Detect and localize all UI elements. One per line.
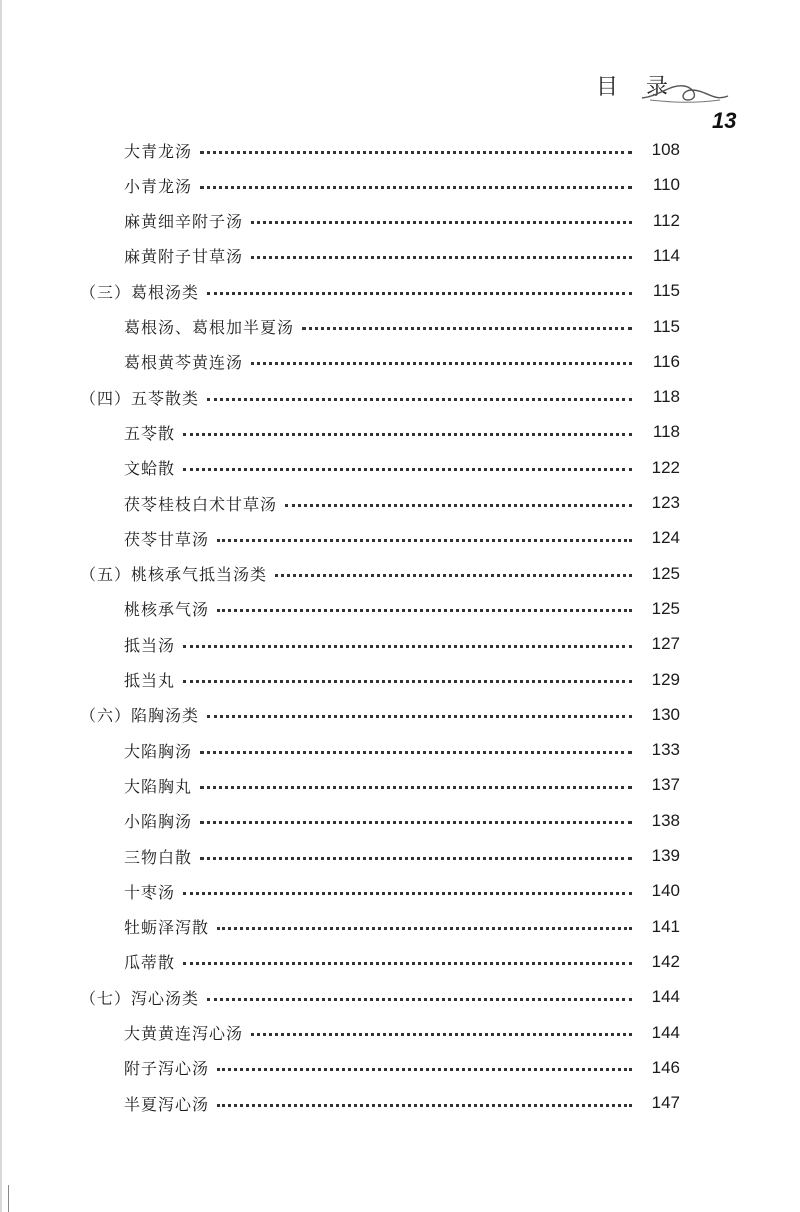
toc-entry[interactable] [124,912,680,942]
toc-entry-page: 144 [651,1022,680,1042]
toc-entry[interactable] [124,1018,680,1048]
toc-entry[interactable] [124,629,680,659]
toc-entry-title: 大陷胸汤 [124,741,193,761]
toc-entry-page: 133 [651,740,680,760]
dot-leader [183,468,632,471]
toc-entry-title: 附子泻心汤 [124,1059,210,1079]
toc-entry-page: 116 [652,351,680,371]
toc-entry-page: 146 [651,1057,680,1077]
dot-leader [217,927,632,930]
toc-section-entry[interactable] [80,982,680,1012]
dot-leader [217,1104,632,1107]
dot-leader [217,539,632,542]
toc-entry-title: 茯苓桂枝白术甘草汤 [124,494,278,514]
toc-entry[interactable] [124,241,680,271]
toc-entry-title: 小青龙汤 [124,176,193,196]
toc-entry-page: 118 [652,422,680,442]
binding-mark [8,1185,9,1212]
toc-entry-page: 140 [651,881,680,901]
toc-entry-page: 115 [652,281,680,301]
toc-section-entry[interactable] [80,700,680,730]
dot-leader [207,398,632,401]
toc-entry-page: 137 [651,775,680,795]
toc-entry-title: 麻黄附子甘草汤 [124,247,244,267]
toc-entry-title: 抵当丸 [124,671,176,690]
toc-entry-title: 麻黄细辛附子汤 [124,212,244,232]
toc-entry[interactable] [124,347,680,377]
toc-entry[interactable] [124,1053,680,1083]
toc-entry[interactable] [124,453,680,483]
toc-entry-title: 抵当汤 [124,635,176,655]
toc-entry-page: 129 [651,669,680,689]
toc-entry[interactable] [124,312,680,342]
toc-entry[interactable] [124,206,680,236]
dot-leader [285,504,632,507]
dot-leader [183,433,632,436]
toc-entry-page: 114 [652,245,680,265]
dot-leader [183,892,632,895]
toc-section-entry[interactable] [80,559,680,589]
toc-entry-page: 122 [651,457,680,477]
toc-section-entry[interactable] [80,276,680,306]
toc-entry-page: 144 [651,987,680,1007]
toc-entry-title: 茯苓甘草汤 [124,529,210,549]
toc-entry-page: 110 [652,175,680,195]
toc-entry[interactable] [124,806,680,836]
header-title: 目录 [596,75,697,100]
dot-leader [302,327,632,330]
toc-entry-title: 三物白散 [124,847,193,867]
toc-entry-page: 108 [651,140,680,159]
toc-entry-page: 118 [652,387,680,407]
decorative-swirl-icon [640,76,730,106]
dot-leader [251,362,632,365]
dot-leader [200,821,632,824]
toc-section-entry[interactable] [80,382,680,412]
toc-entry-title: （七）泻心汤类 [80,988,200,1008]
toc-entry[interactable] [124,170,680,200]
page-number: 13 [712,108,737,133]
toc-entry-page: 123 [651,493,680,512]
toc-entry-title: 大陷胸丸 [124,776,193,796]
toc-entry-title: 瓜蒂散 [124,953,176,973]
toc-entry-page: 147 [651,1093,680,1113]
toc-entry[interactable] [124,876,680,906]
toc-entry[interactable] [124,665,680,695]
toc-entry[interactable] [124,417,680,447]
toc-entry-page: 139 [651,846,680,865]
dot-leader [200,751,632,754]
dot-leader [217,1068,632,1071]
toc-entry[interactable] [124,523,680,553]
toc-entry-page: 127 [651,634,680,654]
toc-entry-title: 葛根汤、葛根加半夏汤 [124,318,295,337]
dot-leader [251,256,632,259]
toc-entry-title: 大青龙汤 [124,141,193,161]
toc-entry[interactable] [124,735,680,765]
dot-leader [200,151,632,154]
toc-entry-page: 138 [651,810,680,830]
toc-entry[interactable] [124,488,680,518]
toc-entry-title: 大黄黄连泻心汤 [124,1024,244,1043]
dot-leader [200,857,632,860]
dot-leader [207,998,632,1001]
dot-leader [200,786,632,789]
toc-entry-title: （四）五苓散类 [80,388,200,408]
toc-entry[interactable] [124,947,680,977]
dot-leader [183,962,632,965]
toc-entry-title: 桃核承气汤 [124,600,210,620]
toc-entry-page: 125 [651,598,680,618]
toc-entry-title: 五苓散 [124,423,176,443]
toc-entry-title: 葛根黄芩黄连汤 [124,353,244,373]
toc-entry[interactable] [124,841,680,871]
toc-entry-title: 小陷胸汤 [124,812,193,832]
toc-entry-title: （三）葛根汤类 [80,282,200,302]
toc-entry-title: （五）桃核承气抵当汤类 [80,565,268,585]
toc-entry[interactable] [124,770,680,800]
dot-leader [251,221,632,224]
toc-entry-page: 112 [652,210,680,230]
dot-leader [183,680,632,683]
toc-entry-title: 文蛤散 [124,459,176,479]
dot-leader [207,292,632,295]
page-edge [0,0,2,1212]
toc-entry-title: 半夏泻心汤 [124,1094,210,1114]
toc-entry-page: 130 [651,704,680,724]
toc-entry-page: 142 [651,951,680,971]
toc-entry-page: 115 [652,316,680,336]
toc-entry[interactable] [124,1088,680,1118]
toc-entry-title: （六）陷胸汤类 [80,706,200,726]
dot-leader [251,1033,632,1036]
dot-leader [217,609,632,612]
dot-leader [200,186,632,189]
dot-leader [207,715,632,718]
toc-entry[interactable] [124,135,680,165]
toc-entry-page: 124 [651,528,680,548]
toc-entry-page: 141 [651,916,680,936]
toc-entry-title: 十枣汤 [124,882,176,902]
toc-entry-title: 牡蛎泽泻散 [124,918,210,938]
dot-leader [275,574,632,577]
dot-leader [183,645,632,648]
toc-entry-page: 125 [651,563,680,583]
toc-entry[interactable] [124,594,680,624]
